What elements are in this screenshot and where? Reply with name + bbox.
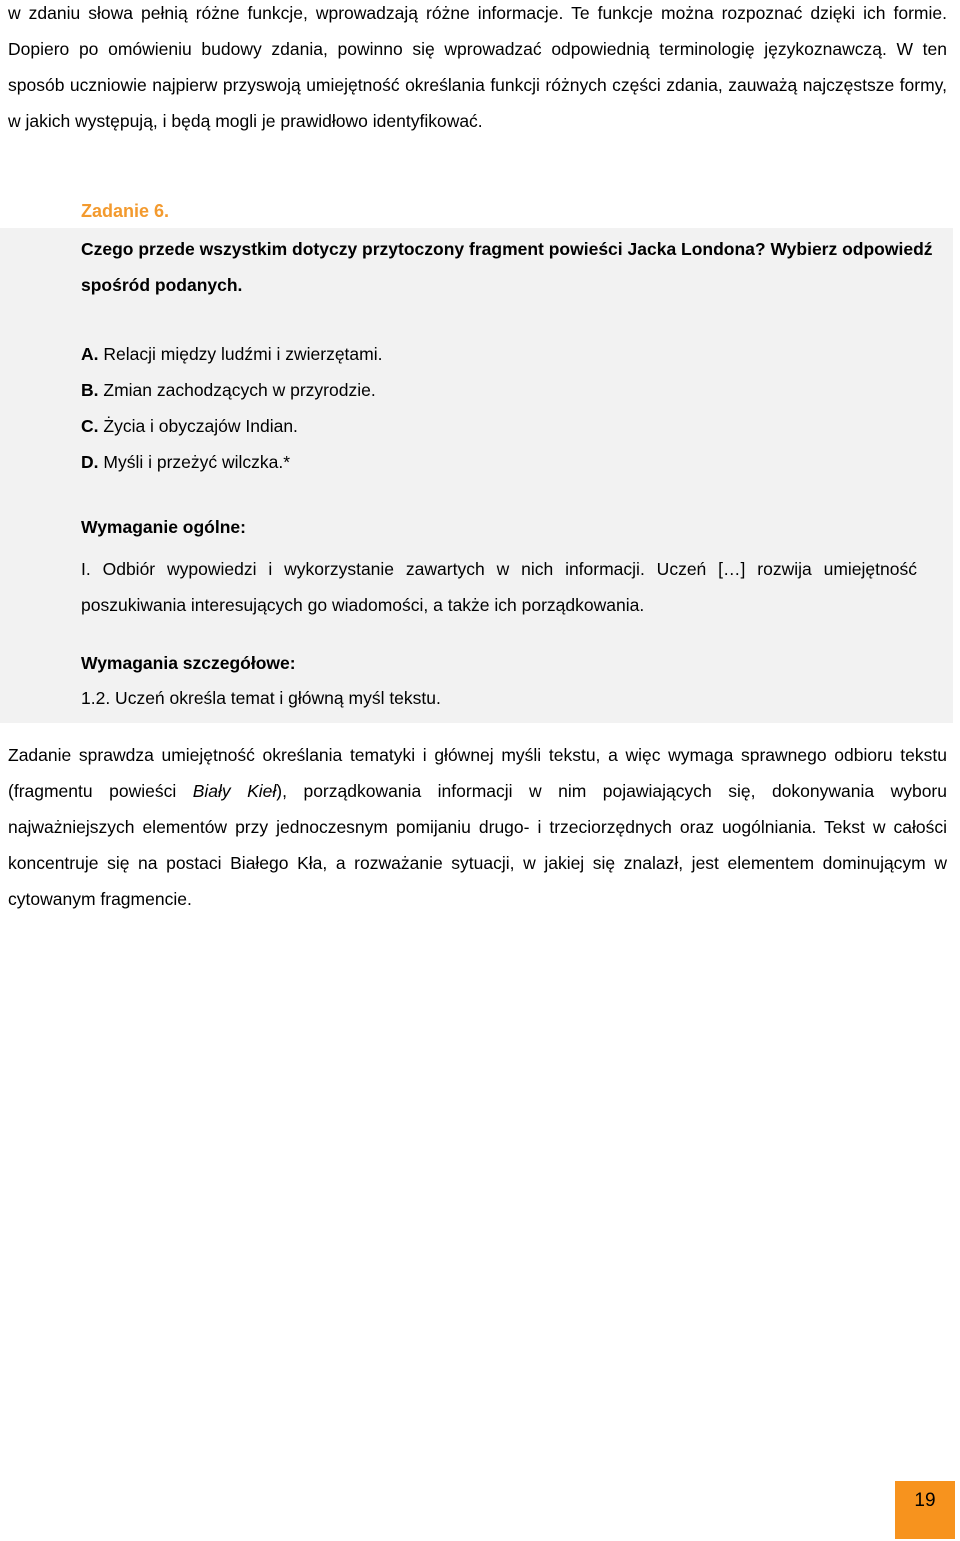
specific-requirements-label: Wymagania szczegółowe: <box>81 653 296 673</box>
page-number-badge: 19 <box>895 1481 955 1539</box>
option-text: Zmian zachodzących w przyrodzie. <box>103 380 376 400</box>
option-text: Życia i obyczajów Indian. <box>103 416 298 436</box>
intro-paragraph: w zdaniu słowa pełnią różne funkcje, wprowadzają różne informacje. Te funkcje można rozpoznać dzięki ich formie. Dopiero po omówieniu budowy zdania, powinno się wprowadzać odpowiednią terminologię językoznawczą. W ten sposób uczniowie najpierw przyswoją umiejętność określania funkcji różnych części zdania, zauważą najczęstsze formy, w jakich występują, i będą mogli je prawidłowo identyfikować. <box>8 3 947 131</box>
task-heading: Zadanie 6. <box>81 201 170 221</box>
option-letter: C. <box>81 416 99 436</box>
option-text: Myśli i przeżyć wilczka.* <box>103 452 291 472</box>
task-question: Czego przede wszystkim dotyczy przytoczony fragment powieści Jacka Londona? Wybierz odpowiedź spośród podanych. <box>81 239 933 295</box>
outro-text-start: Zadanie sprawdza umiejętność określania tematyki i głównej myśli tekstu, a więc wymaga sprawnego odbioru tekstu (fragmentu powieści <box>8 745 947 801</box>
answer-option <box>81 408 382 444</box>
answer-option <box>81 336 382 372</box>
option-letter: D. <box>81 452 99 472</box>
book-title: Biały Kieł <box>192 781 277 801</box>
task-box <box>0 228 953 723</box>
answer-option <box>81 444 382 480</box>
option-letter: A. <box>81 344 99 364</box>
general-requirement-text: I. Odbiór wypowiedzi i wykorzystanie zawartych w nich informacji. Uczeń […] rozwija umiejętność poszukiwania interesujących go wiadomości, a także ich porządkowania. <box>81 559 917 615</box>
general-requirement-label: Wymaganie ogólne: <box>81 517 246 537</box>
option-text: Relacji między ludźmi i zwierzętami. <box>103 344 383 364</box>
outro-paragraph <box>8 737 947 917</box>
option-letter: B. <box>81 380 99 400</box>
answer-option <box>81 372 382 408</box>
specific-requirements-text: 1.2. Uczeń określa temat i główną myśl tekstu. <box>81 688 441 708</box>
answer-options <box>81 336 382 480</box>
outro-text-end: ), porządkowania informacji w nim pojawiających się, dokonywania wyboru najważniejszych elementów przy jednoczesnym pomijaniu drugo- i trzeciorzędnych oraz uogólniania. Tekst w całości koncentruje się na postaci Białego Kła, a rozważanie sytuacji, w jakiej się znalazł, jest elementem dominującym w cytowanym fragmencie. <box>8 781 947 909</box>
